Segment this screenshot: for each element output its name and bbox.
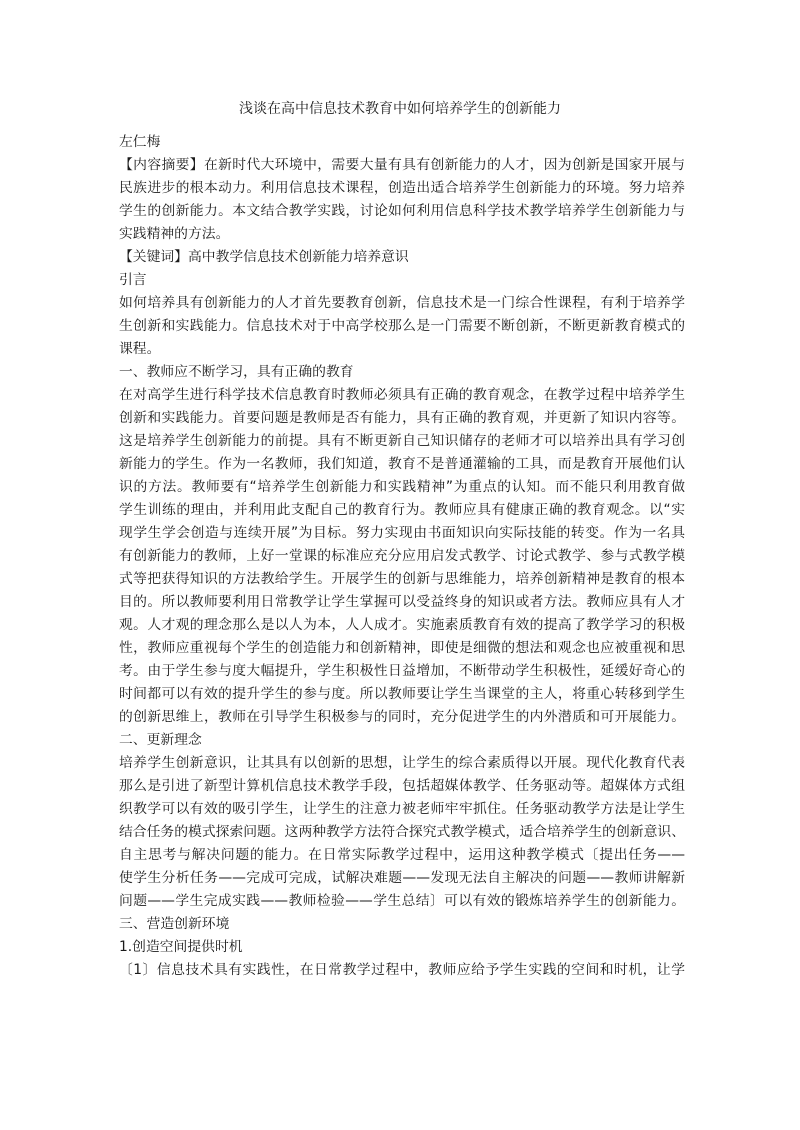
text-line: 1.创造空间提供时机 [119,939,243,955]
text-line: 自主思考与解决问题的能力。在日常实际教学过程中，运用这种教学模式〔提出任务—— [119,847,685,863]
text-line: 民族进步的根本动力。利用信息技术课程，创造出适合培养学生创新能力的环境。努力培养 [119,180,685,196]
text-line: 这是培养学生创新能力的前提。具有不断更新自己知识储存的老师才可以培养出具有学习创 [119,433,685,449]
text-line: 性，教师应重视每个学生的创造能力和创新精神，即使是细微的想法和观念也应被重视和思 [119,640,685,656]
text-line: 【内容摘要】在新时代大环境中，需要大量有具有创新能力的人才，因为创新是国家开展与 [119,157,685,173]
text-line: 使学生分析任务——完成可完成，试解决难题——发现无法自主解决的问题——教师讲解新 [119,870,685,886]
text-line: 新能力的学生。作为一名教师，我们知道，教育不是普通灌输的工具，而是教育开展他们认 [119,456,685,472]
text-line: 创新和实践能力。首要问题是教师是否有能力，具有正确的教育观，并更新了知识内容等。 [119,410,685,426]
text-line: 一、教师应不断学习，具有正确的教育 [119,364,354,380]
text-line: 的创新思维上，教师在引导学生积极参与的同时，充分促进学生的内外潜质和可开展能力。 [119,709,685,725]
text-line: 识的方法。教师要有“培养学生创新能力和实践精神”为重点的认知。而不能只利用教育做 [119,479,685,495]
text-line: 考。由于学生参与度大幅提升，学生积极性日益增加，不断带动学生积极性，延缓好奇心的 [119,663,685,679]
text-line: 引言 [119,272,147,288]
text-line: 三、营造创新环境 [119,916,230,932]
text-line: 现学生学会创造与连续开展”为目标。努力实现由书面知识向实际技能的转变。作为一名具 [119,525,685,541]
text-line: 培养学生创新意识，让其具有以创新的思想，让学生的综合素质得以开展。现代化教育代表 [119,755,685,771]
text-line: 目的。所以教师要利用日常教学让学生掌握可以受益终身的知识或者方法。教师应具有人才 [119,594,685,610]
text-line: 〔1〕信息技术具有实践性，在日常教学过程中，教师应给予学生实践的空间和时机，让学 [119,962,685,978]
text-line: 观。人才观的理念那么是以人为本，人人成才。实施素质教育有效的提高了教学学习的积极 [119,617,685,633]
text-line: 结合任务的模式探索问题。这两种教学方法符合探究式教学模式，适合培养学生的创新意识、 [119,824,685,840]
text-line: 织教学可以有效的吸引学生，让学生的注意力被老师牢牢抓住。任务驱动教学方法是让学生 [119,801,685,817]
text-line: 学生训练的理由，并利用此支配自己的教育行为。教师应具有健康正确的教育观念。以“实 [119,502,685,518]
text-line: 有创新能力的教师，上好一堂课的标准应充分应用启发式教学、讨论式教学、参与式教学模 [119,548,685,564]
text-line: 式等把获得知识的方法教给学生。开展学生的创新与思维能力，培养创新精神是教育的根本 [119,571,685,587]
text-line: 时间都可以有效的提升学生的参与度。所以教师要让学生当课堂的主人，将重心转移到学生 [119,686,685,702]
text-line: 实践精神的方法。 [119,226,230,242]
text-line: 在对高学生进行科学技术信息教育时教师必须具有正确的教育观念，在教学过程中培养学生 [119,387,685,403]
author-name: 左仁梅 [119,134,161,150]
text-line: 学生的创新能力。本文结合教学实践，讨论如何利用信息科学技术教学培养学生创新能力与 [119,203,685,219]
text-line: 【关键词】高中教学信息技术创新能力培养意识 [119,249,409,265]
text-line: 如何培养具有创新能力的人才首先要教育创新，信息技术是一门综合性课程，有利于培养学 [119,295,685,311]
text-line: 生创新和实践能力。信息技术对于中高学校那么是一门需要不断创新，不断更新教育模式的 [119,318,685,334]
text-line: 那么是引进了新型计算机信息技术教学手段，包括超媒体教学、任务驱动等。超媒体方式组 [119,778,685,794]
text-line: 二、更新理念 [119,732,202,748]
document-title: 浅谈在高中信息技术教育中如何培养学生的创新能力 [239,101,561,117]
text-line: 课程。 [119,341,161,357]
document-body [119,131,685,982]
text-line: 问题——学生完成实践——教师检验——学生总结〕可以有效的锻炼培养学生的创新能力。 [119,893,685,909]
